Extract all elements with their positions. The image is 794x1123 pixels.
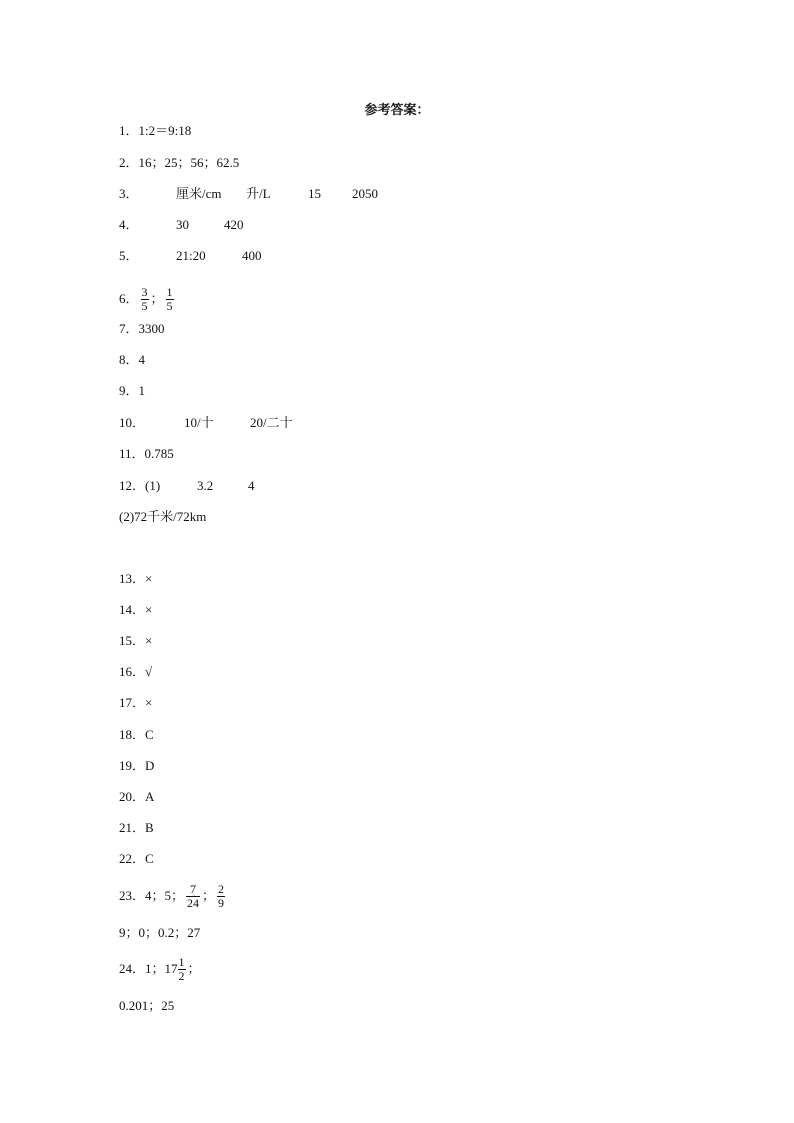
answer-text: (2)72千米/72km (119, 509, 207, 524)
answer-number: 12． (119, 478, 146, 493)
answer-number: 19． (119, 758, 146, 773)
answer-text: 1 (138, 383, 146, 398)
answer-blank-4: 2050 (352, 186, 378, 201)
answer-number: 7． (119, 321, 139, 336)
answer-blank-1: 21:20 (176, 248, 206, 263)
answer-text: C (145, 727, 154, 742)
answer-text: D (145, 758, 155, 773)
denominator: 9 (218, 895, 225, 910)
answer-number: 1． (119, 123, 139, 138)
fraction (166, 286, 174, 313)
answer-prefix: 1； (145, 961, 165, 976)
answer-text: C (145, 851, 154, 866)
answer-number: 11． (119, 446, 145, 461)
answer-text: 0.785 (144, 446, 174, 461)
answer-blank-2: 400 (242, 248, 262, 263)
answer-number: 9． (119, 383, 139, 398)
answer-1 (119, 123, 191, 139)
answer-blank-2: 20/二十 (250, 415, 293, 430)
answer-7 (119, 321, 165, 337)
fraction (141, 286, 149, 313)
answer-24 (119, 955, 201, 983)
answer-text: 1:2＝9:18 (138, 123, 192, 138)
answer-8 (119, 352, 145, 368)
answer-number: 10． (119, 415, 146, 430)
answer-blank-1: 10/十 (184, 415, 214, 430)
answer-23-line-2 (119, 925, 200, 941)
answer-text: × (145, 602, 153, 617)
answer-part-label: (1) (145, 478, 161, 493)
answer-19 (119, 758, 154, 774)
answer-number: 13． (119, 571, 146, 586)
numerator: 1 (166, 284, 173, 299)
answer-14 (119, 602, 152, 618)
answer-13 (119, 571, 152, 587)
answer-22 (119, 851, 154, 867)
answer-11 (119, 446, 174, 462)
fraction (186, 883, 200, 910)
answer-number: 15． (119, 633, 146, 648)
answer-number: 14． (119, 602, 146, 617)
answer-blank-1: 3.2 (197, 478, 214, 493)
answer-suffix: ； (187, 961, 201, 976)
answer-number: 24． (119, 961, 146, 976)
answer-number: 21． (119, 820, 146, 835)
numerator: 2 (218, 881, 225, 896)
answer-text: × (145, 633, 153, 648)
answer-number: 8． (119, 352, 139, 367)
answer-blank-2: 升/L (246, 186, 271, 201)
answer-text: 9；0；0.2；27 (119, 925, 201, 940)
answer-15 (119, 633, 152, 649)
answer-text: × (145, 571, 153, 586)
answer-number: 4． (119, 217, 139, 232)
answer-text: B (145, 820, 154, 835)
answer-9 (119, 383, 145, 399)
numerator: 1 (178, 954, 185, 969)
fraction (217, 883, 225, 910)
answer-3 (119, 186, 378, 202)
answer-23 (119, 882, 227, 910)
answer-text: 3300 (138, 321, 165, 336)
answer-number: 17． (119, 695, 146, 710)
denominator: 24 (187, 895, 200, 910)
answer-5 (119, 248, 262, 264)
answer-blank-1: 厘米/cm (176, 186, 222, 201)
answer-text: × (145, 695, 153, 710)
answer-number: 6． (119, 291, 139, 306)
answer-text: √ (145, 664, 153, 679)
denominator: 5 (141, 298, 148, 313)
answer-blank-2: 420 (224, 217, 244, 232)
answer-number: 18． (119, 727, 146, 742)
answer-blank-1: 30 (176, 217, 189, 232)
answer-12 (119, 478, 255, 494)
answer-number: 3． (119, 186, 139, 201)
separator: ； (202, 888, 216, 903)
answer-number: 23． (119, 888, 146, 903)
answer-number: 22． (119, 851, 146, 866)
answer-17 (119, 695, 152, 711)
answer-6 (119, 286, 176, 312)
answer-20 (119, 789, 154, 805)
answer-prefix: 4；5； (145, 888, 185, 903)
answer-number: 5． (119, 248, 139, 263)
denominator: 5 (166, 298, 173, 313)
answer-10 (119, 415, 293, 431)
answer-16 (119, 664, 152, 680)
answer-blank-3: 15 (308, 186, 321, 201)
answer-number: 2． (119, 155, 139, 170)
denominator: 2 (178, 968, 185, 983)
answer-text: 16；25；56；62.5 (138, 155, 240, 170)
fraction (178, 956, 186, 983)
answer-18 (119, 727, 154, 743)
answer-4 (119, 217, 244, 233)
answer-text: 0.201；25 (119, 998, 175, 1013)
answer-12-part-2 (119, 509, 206, 525)
numerator: 7 (190, 881, 197, 896)
answer-24-line-2 (119, 998, 174, 1014)
page-title: 参考答案： (364, 102, 430, 117)
answer-number: 16． (119, 664, 146, 679)
answer-2 (119, 155, 239, 171)
answer-blank-2: 4 (248, 478, 255, 493)
answer-text: 4 (138, 352, 146, 367)
answer-number: 20． (119, 789, 146, 804)
mixed-number-whole: 17 (164, 961, 178, 976)
numerator: 3 (141, 284, 148, 299)
answer-text: A (145, 789, 155, 804)
separator: ； (150, 291, 164, 306)
answer-21 (119, 820, 154, 836)
